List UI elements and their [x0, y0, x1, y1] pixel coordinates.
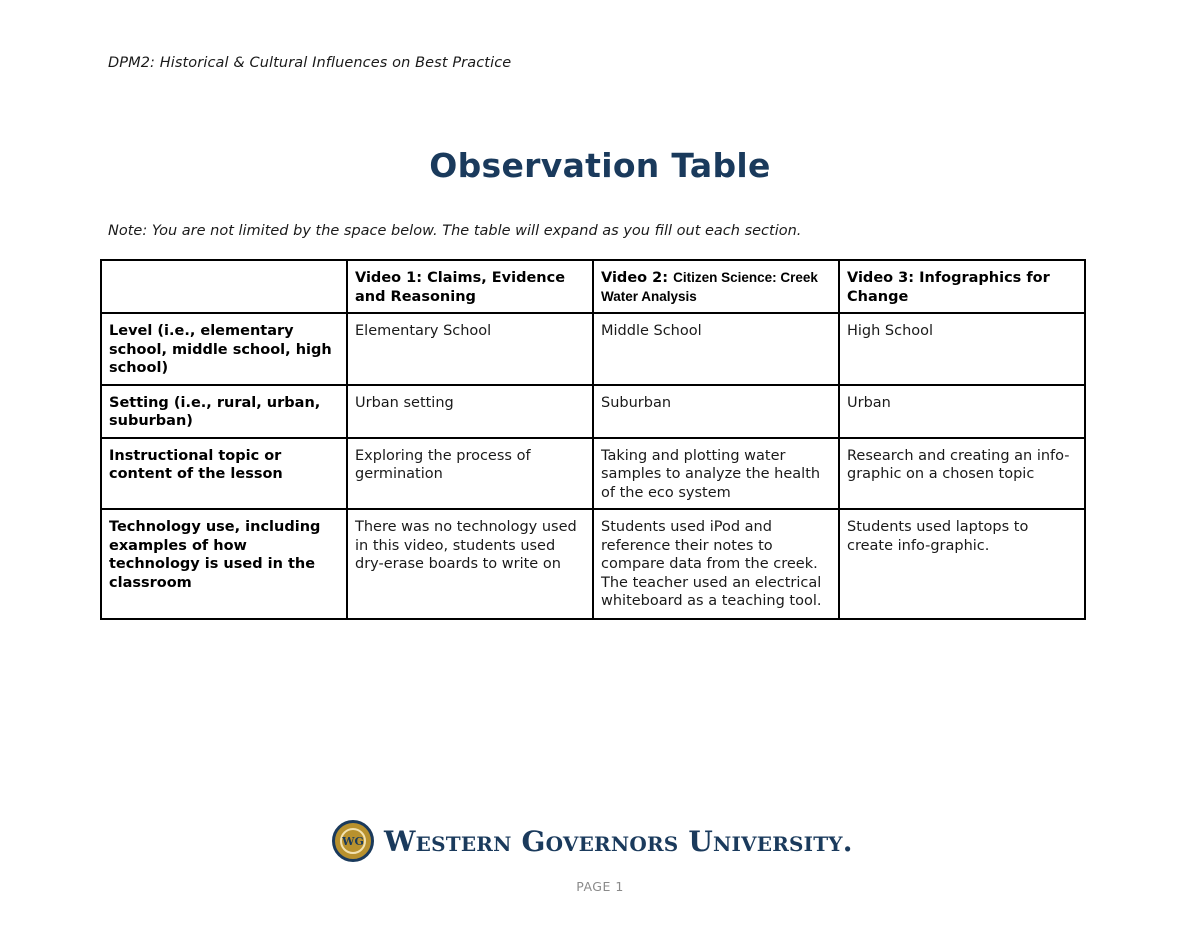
page-number: PAGE 1	[576, 879, 624, 894]
table-cell: There was no technology used in this video, students used dry-erase boards to write on	[347, 509, 593, 619]
row-header-level: Level (i.e., elementary school, middle school, high school)	[101, 313, 347, 385]
table-cell: Urban	[839, 385, 1085, 438]
row-header-topic: Instructional topic or content of the lesson	[101, 438, 347, 510]
university-seal-icon	[332, 820, 374, 862]
table-cell: High School	[839, 313, 1085, 385]
university-logo	[332, 819, 853, 863]
column-header-video-3: Video 3: Infographics for Change	[839, 260, 1085, 313]
page-title: Observation Table	[429, 146, 771, 185]
table-corner-cell	[101, 260, 347, 313]
table-row-topic	[101, 438, 1085, 510]
column-header-video-2-prefix: Video 2:	[601, 270, 674, 286]
row-header-technology: Technology use, including examples of how technology is used in the classroom	[101, 509, 347, 619]
table-cell: Suburban	[593, 385, 839, 438]
table-cell: Students used laptops to create info-graphic.	[839, 509, 1085, 619]
table-cell: Elementary School	[347, 313, 593, 385]
column-header-video-1: Video 1: Claims, Evidence and Reasoning	[347, 260, 593, 313]
instruction-note: Note: You are not limited by the space below. The table will expand as you fill out each section.	[108, 223, 802, 239]
table-row-technology	[101, 509, 1085, 619]
seal-monogram: WG	[340, 828, 366, 854]
table-cell: Exploring the process of germination	[347, 438, 593, 510]
university-wordmark: Western Governors University.	[384, 824, 853, 858]
table-cell: Taking and plotting water samples to analyze the health of the eco system	[593, 438, 839, 510]
table-cell: Students used iPod and reference their notes to compare data from the creek. The teacher used an electrical whiteboard as a teaching tool.	[593, 509, 839, 619]
column-header-video-2	[593, 260, 839, 313]
table-cell: Urban setting	[347, 385, 593, 438]
observation-table	[100, 259, 1086, 620]
table-row-setting	[101, 385, 1085, 438]
row-header-setting: Setting (i.e., rural, urban, suburban)	[101, 385, 347, 438]
table-cell: Research and creating an info-graphic on a chosen topic	[839, 438, 1085, 510]
table-header-row	[101, 260, 1085, 313]
column-header-video-2-title: Citizen Science: Creek Water Analysis	[601, 270, 818, 304]
table-cell: Middle School	[593, 313, 839, 385]
table-row-level	[101, 313, 1085, 385]
document-header: DPM2: Historical & Cultural Influences on Best Practice	[108, 55, 512, 71]
